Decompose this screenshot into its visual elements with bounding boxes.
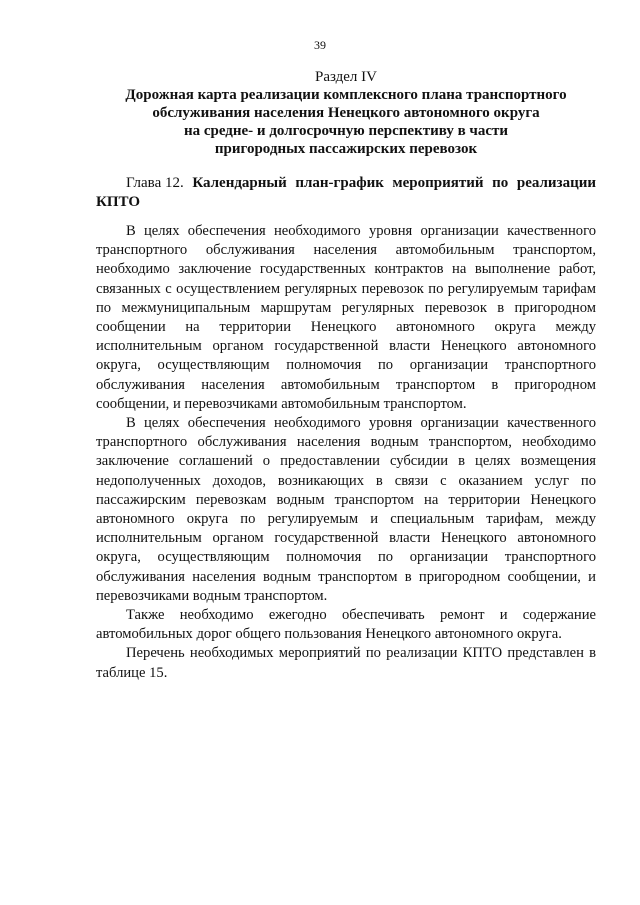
chapter-title-continued: КПТО xyxy=(96,194,141,210)
paragraph: В целях обеспечения необходимого уровня организации качественного транспортного обслуживания населения водным транспортом, необходимо заключение соглашений о предоставлении субсидии в целях возмещения недополученных доходов, возникающих в связи с оказанием услуг по пассажирским перевозкам водным транспортом на территории Ненецкого автономного округа по регулируемым и специальным тарифам, между исполнительным органом государственной власти Ненецкого автономного округа, осуществляющим полномочия по организации транспортного обслуживания населения водным транспортом в пригородном сообщении, и перевозчиками водным транспортом. xyxy=(96,415,596,604)
paragraph: В целях обеспечения необходимого уровня организации качественного транспортного обслуживания населения автомобильным транспортом, необходимо заключение государственных контрактов на выполнение работ, связанных с осуществлением регулярных перевозок по регулируемым тарифам по межмуниципальным маршрутам регулярных перевозок в пригородном сообщении на территории Ненецкого автономного округа между исполнительным органом государственной власти Ненецкого автономного округа, осуществляющим полномочия по организации транспортного обслуживания населения автомобильным транспортом в пригородном сообщении, и перевозчиками автомобильным транспортом. xyxy=(96,223,596,412)
body-text xyxy=(96,222,596,683)
section-title-line: пригородных пассажирских перевозок xyxy=(214,141,478,157)
paragraph: Также необходимо ежегодно обеспечивать ремонт и содержание автомобильных дорог общего пользования Ненецкого автономного округа. xyxy=(96,607,596,643)
section-label: Раздел IV xyxy=(314,69,377,85)
chapter-heading xyxy=(96,174,596,212)
section-title-line: Дорожная карта реализации комплексного плана транспортного xyxy=(125,87,567,103)
section-title-line: на средне- и долгосрочную перспективу в части xyxy=(183,123,509,139)
chapter-heading-line xyxy=(96,174,596,193)
chapter-number: Глава 12. xyxy=(126,175,184,191)
page-number: 39 xyxy=(314,38,326,52)
section-heading xyxy=(96,68,596,158)
section-title-line: обслуживания населения Ненецкого автономного округа xyxy=(152,105,540,121)
paragraph: Перечень необходимых мероприятий по реализации КПТО представлен в таблице 15. xyxy=(96,645,596,681)
chapter-title: Календарный план-график мероприятий по реализации xyxy=(192,175,596,191)
